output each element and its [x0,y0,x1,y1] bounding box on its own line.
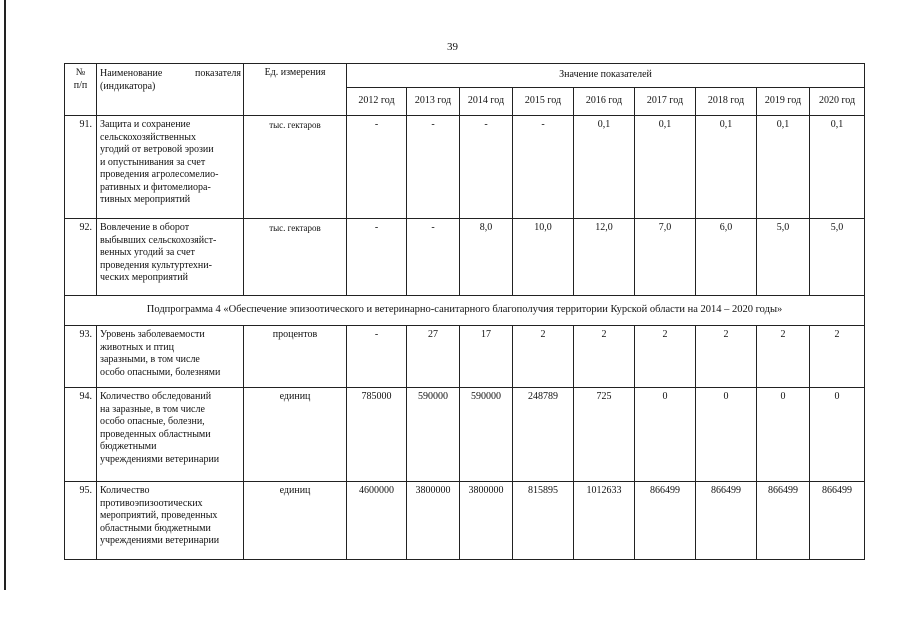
row-name-line: ческих мероприятий [100,272,189,283]
row-value: 866499 [635,482,696,560]
header-year: 2016 год [574,88,635,116]
header-year: 2013 год [407,88,460,116]
table-row [65,116,865,219]
row-value: 725 [574,388,635,482]
row-name-line: на заразные, в том числе [100,403,205,415]
row-value: 8,0 [460,219,513,296]
row-number: 91. [65,116,97,219]
header-name-word2: показателя [194,68,241,79]
indicators-table [64,63,865,560]
row-value: 590000 [460,388,513,482]
row-value: 866499 [810,482,865,560]
header-year: 2015 год [513,88,574,116]
row-value: 12,0 [574,219,635,296]
header-unit: Ед. измерения [244,64,347,116]
row-value: 0,1 [757,116,810,219]
row-name-line: животных и птиц [100,341,174,353]
row-value: 5,0 [757,219,810,296]
row-value: 2 [574,326,635,388]
row-value: 3800000 [460,482,513,560]
header-year: 2017 год [635,88,696,116]
row-name-line: проведения культуртехни- [100,259,212,271]
row-value: 27 [407,326,460,388]
row-unit: единиц [244,482,347,560]
row-name [97,388,244,482]
row-value: 2 [513,326,574,388]
row-name-line: учреждениями ветеринарии [100,453,220,465]
row-name-line: Вовлечение в оборот [100,222,190,233]
row-value: 2 [696,326,757,388]
header-num [65,64,97,116]
table-header [65,64,865,116]
row-value: - [407,116,460,219]
row-name-line: угодий от ветровой эрозии [100,144,214,155]
row-value: 10,0 [513,219,574,296]
row-name [97,326,244,388]
row-value: 2 [810,326,865,388]
row-name-line: учреждениями ветеринарии [100,535,220,546]
row-value: 0,1 [574,116,635,219]
row-unit: тыс. гектаров [244,219,347,296]
header-year: 2019 год [757,88,810,116]
row-name-line: противоэпизоотических [100,497,203,509]
row-name-line: сельскохозяйственных [100,131,196,143]
header-num-line2: п/п [73,79,88,91]
row-name-line: и опустынивания за счет [100,156,206,168]
row-value: 3800000 [407,482,460,560]
row-name-line: мероприятий, проведенных [100,510,218,521]
row-name-line: особо опасные, болезни, [100,416,205,427]
row-number: 94. [65,388,97,482]
header-year: 2020 год [810,88,865,116]
subprogram-row [65,296,865,326]
page-left-rule [4,0,6,590]
row-value: - [460,116,513,219]
row-value: 866499 [696,482,757,560]
row-value: 6,0 [696,219,757,296]
row-name-line: Количество [100,485,150,496]
page-number: 39 [447,41,458,53]
row-value: 17 [460,326,513,388]
row-value: 0,1 [810,116,865,219]
header-name-line1 [100,68,241,81]
row-value: 0 [696,388,757,482]
header-num-line1: № [75,67,86,78]
table-row [65,219,865,296]
row-name-line: венных угодий за счет [100,247,195,258]
row-value: - [347,326,407,388]
row-name-line: ративных и фитомелиора- [100,181,211,193]
row-value: 0 [635,388,696,482]
row-name-line: областными бюджетными [100,522,211,534]
header-name-line2: (индикатора) [100,80,156,92]
row-number: 95. [65,482,97,560]
row-name-line: тивных мероприятий [100,194,191,205]
row-value: 4600000 [347,482,407,560]
row-name [97,219,244,296]
header-year: 2012 год [347,88,407,116]
row-number: 93. [65,326,97,388]
row-value: - [347,116,407,219]
row-value: 2 [635,326,696,388]
row-unit: тыс. гектаров [244,116,347,219]
row-value: 0,1 [696,116,757,219]
row-name [97,482,244,560]
table-row [65,482,865,560]
row-name-line: выбывших сельскохозяйст- [100,234,217,246]
row-name-line: проведенных областными [100,428,211,440]
table-row [65,326,865,388]
header-name [97,64,244,116]
row-name-line: Количество обследований [100,391,212,402]
row-name-line: особо опасными, болезнями [100,366,221,378]
row-name-line: проведения агролесомелио- [100,169,219,180]
row-value: 7,0 [635,219,696,296]
row-name [97,116,244,219]
row-value: 1012633 [574,482,635,560]
header-year: 2014 год [460,88,513,116]
row-value: 2 [757,326,810,388]
row-name-line: заразными, в том числе [100,354,200,365]
row-value: 0,1 [635,116,696,219]
row-name-line: Уровень заболеваемости [100,329,205,340]
row-name-line: бюджетными [100,441,157,452]
row-value: - [347,219,407,296]
row-value: 866499 [757,482,810,560]
row-value: 785000 [347,388,407,482]
row-value: 0 [810,388,865,482]
row-value: 590000 [407,388,460,482]
row-value: 0 [757,388,810,482]
header-name-word1: Наименование [100,68,163,79]
header-year: 2018 год [696,88,757,116]
row-unit: единиц [244,388,347,482]
table-row [65,388,865,482]
row-unit: процентов [244,326,347,388]
header-values: Значение показателей [347,64,865,88]
row-value: 5,0 [810,219,865,296]
row-value: - [513,116,574,219]
row-value: 248789 [513,388,574,482]
row-value: 815895 [513,482,574,560]
row-name-line: Защита и сохранение [100,119,191,130]
subprogram-title: Подпрограмма 4 «Обеспечение эпизоотического и ветеринарно-санитарного благополучия территории Курской области на 2014 – 2020 годы» [65,296,865,326]
row-value: - [407,219,460,296]
row-number: 92. [65,219,97,296]
